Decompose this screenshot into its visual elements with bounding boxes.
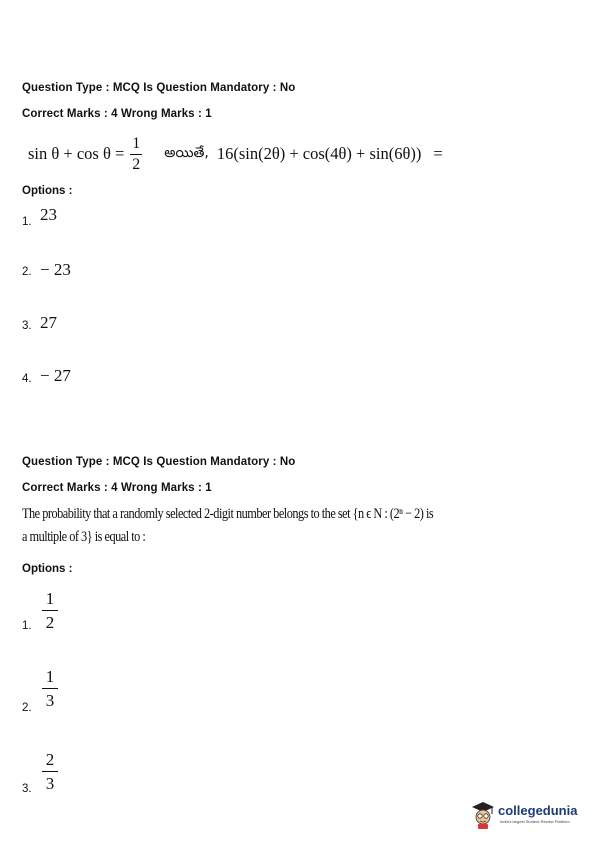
option-value[interactable]: − 27 <box>40 366 71 385</box>
option-number: 3. <box>22 783 32 795</box>
option-denominator: 3 <box>45 691 55 710</box>
question-2-options-label: Options : <box>22 563 73 575</box>
fraction-denominator: 2 <box>132 155 141 173</box>
option-numerator: 2 <box>42 751 58 772</box>
fraction-numerator: 1 <box>130 136 142 155</box>
question-1-options-label: Options : <box>22 185 73 197</box>
question-1-stem <box>28 134 443 174</box>
option-number: 1. <box>22 216 32 228</box>
option-number: 3. <box>22 320 32 332</box>
equation-lhs: sin θ + cos θ = <box>28 144 125 163</box>
option-denominator: 2 <box>45 613 55 632</box>
equation-fraction <box>130 136 142 173</box>
option-number: 1. <box>22 620 32 632</box>
brand-tagline: India's largest Student Review Platform <box>500 819 570 824</box>
question-1-type-line: Question Type : MCQ Is Question Mandatory : No <box>22 82 296 94</box>
option-value[interactable] <box>42 590 58 631</box>
option-number: 4. <box>22 373 32 385</box>
option-value[interactable]: − 23 <box>40 260 71 279</box>
question-2-stem-line-2: a multiple of 3} is equal to : <box>22 529 146 545</box>
question-2-stem-line-1: The probability that a randomly selected 2-digit number belongs to the set {n ϵ N : (2ⁿ − 2) is <box>22 506 434 522</box>
option-numerator: 1 <box>42 668 58 689</box>
option-denominator: 3 <box>45 774 55 793</box>
option-number: 2. <box>22 702 32 714</box>
graduate-mascot-icon <box>470 800 496 830</box>
option-value[interactable]: 27 <box>40 313 57 332</box>
option-value[interactable] <box>42 668 58 709</box>
question-2-marks-line: Correct Marks : 4 Wrong Marks : 1 <box>22 482 212 494</box>
equation-equals: = <box>433 144 443 163</box>
brand-name: collegedunia <box>498 803 578 818</box>
equation-telugu-word: అయితే, <box>164 144 209 161</box>
question-1-marks-line: Correct Marks : 4 Wrong Marks : 1 <box>22 108 212 120</box>
equation-rhs: 16(sin(2θ) + cos(4θ) + sin(6θ)) <box>216 144 422 163</box>
question-2-type-line: Question Type : MCQ Is Question Mandatory : No <box>22 456 296 468</box>
option-numerator: 1 <box>42 590 58 611</box>
option-number: 2. <box>22 266 32 278</box>
brand-logo <box>470 800 582 832</box>
option-value[interactable]: 23 <box>40 205 57 224</box>
option-value[interactable] <box>42 751 58 792</box>
